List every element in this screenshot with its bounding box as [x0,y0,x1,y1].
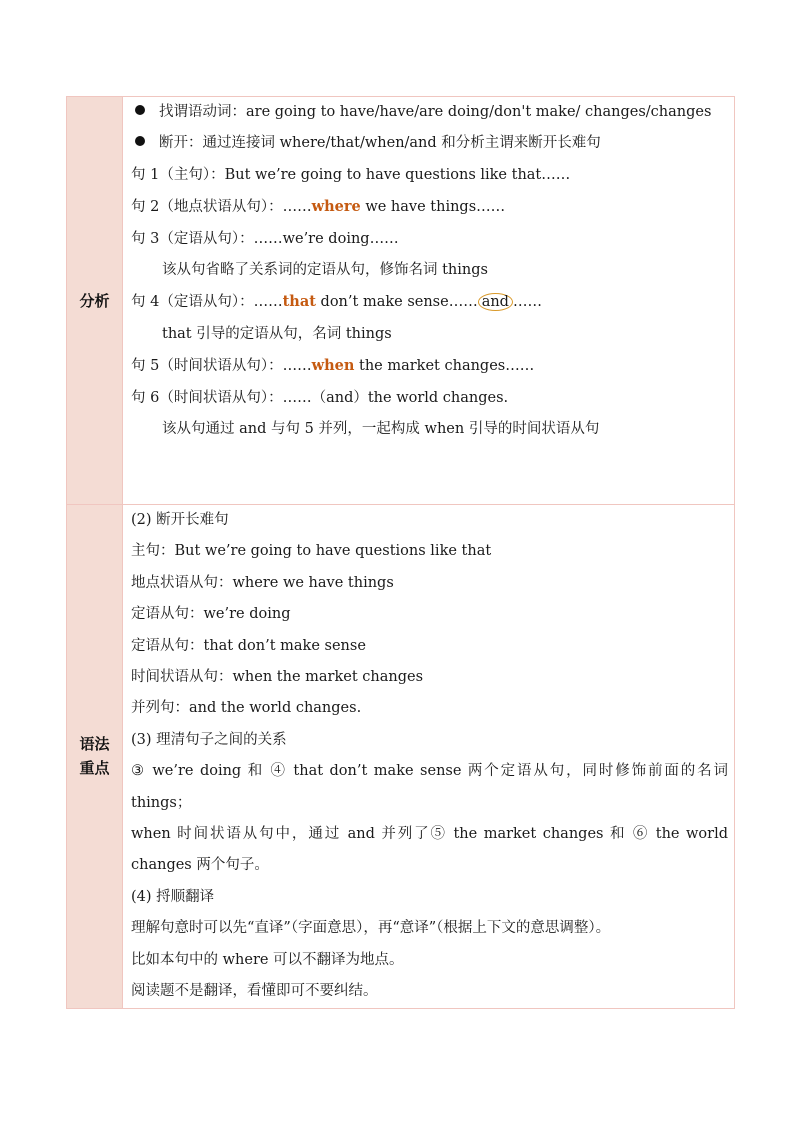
sentence-4-middle: don’t make sense…… [315,294,478,311]
analysis-content [123,97,735,505]
grammar-label-cell [67,505,123,1009]
sentence-5-suffix: the market changes…… [354,358,535,375]
translation-tip-2: 比如本句中的 where 可以不翻译为地点。 [131,951,404,968]
main-clause: 主句：But we’re going to have questions like that [131,543,492,560]
grammar-row [67,505,735,1009]
analysis-table [66,96,735,1009]
sentence-6: 句 6（时间状语从句）：……（and）the world changes. [131,389,509,406]
bullet-icon [135,105,145,115]
time-clause: 时间状语从句：when the market changes [131,669,424,686]
sentence-5 [131,350,728,382]
attributive-clause-2: 定语从句：that don’t make sense [131,637,366,654]
sentence-1: 句 1（主句）：But we’re going to have questions like that…… [131,166,571,183]
sentence-4-suffix: …… [512,294,542,311]
relation-1: ③ we’re doing 和 ④ that don’t make sense 两个定语从句，同时修饰前面的名词 things； [131,763,728,811]
sentence-4-prefix: 句 4（定语从句）：…… [131,294,283,311]
sentence-2-suffix: we have things…… [360,199,506,216]
bullet-find-predicate [131,97,728,128]
analysis-label: 分析 [79,291,110,310]
heading-translation: (4) 捋顺翻译 [131,888,215,905]
coordinate-clause: 并列句：and the world changes. [131,700,362,717]
bullet-split [131,128,728,159]
sentence-3-note: 该从句省略了关系词的定语从句，修饰名词 things [162,262,488,279]
bullet-icon [135,136,145,146]
keyword-where: where [311,198,361,216]
place-clause: 地点状语从句：where we have things [131,574,394,591]
sentence-3: 句 3（定语从句）：……we’re doing…… [131,230,399,247]
sentence-2 [131,191,728,223]
translation-tip-3: 阅读题不是翻译，看懂即可不要纠结。 [131,983,378,1000]
heading-relations: (3) 理清句子之间的关系 [131,731,287,748]
bullet-text: 断开：通过连接词 where/that/when/and 和分析主谓来断开长难句 [159,135,601,152]
sentence-6-note: 该从句通过 and 与句 5 并列，一起构成 when 引导的时间状语从句 [162,421,600,438]
relation-2: when 时间状语从句中，通过 and 并列了⑤ the market changes 和 ⑥ the world changes 两个句子。 [131,826,728,874]
sentence-4-note: that 引导的定语从句，名词 things [162,325,392,342]
translation-tip-1: 理解句意时可以先“直译”（字面意思），再“意译”（根据上下文的意思调整）。 [131,920,611,937]
grammar-label-line2: 重点 [79,759,110,778]
grammar-label-line1: 语法 [79,735,110,754]
keyword-that: that [282,293,316,311]
attributive-clause-1: 定语从句：we’re doing [131,606,291,623]
sentence-5-prefix: 句 5（时间状语从句）：…… [131,358,312,375]
sentence-4 [131,286,728,318]
heading-split: (2) 断开长难句 [131,512,229,528]
keyword-when: when [311,357,355,375]
analysis-row [67,97,735,505]
circled-and: and [478,293,513,311]
sentence-2-prefix: 句 2（地点状语从句）：…… [131,199,312,216]
grammar-content [123,505,735,1009]
analysis-label-cell [67,97,123,505]
bullet-text: 找谓语动词：are going to have/have/are doing/don't make/ changes/changes [159,104,712,120]
